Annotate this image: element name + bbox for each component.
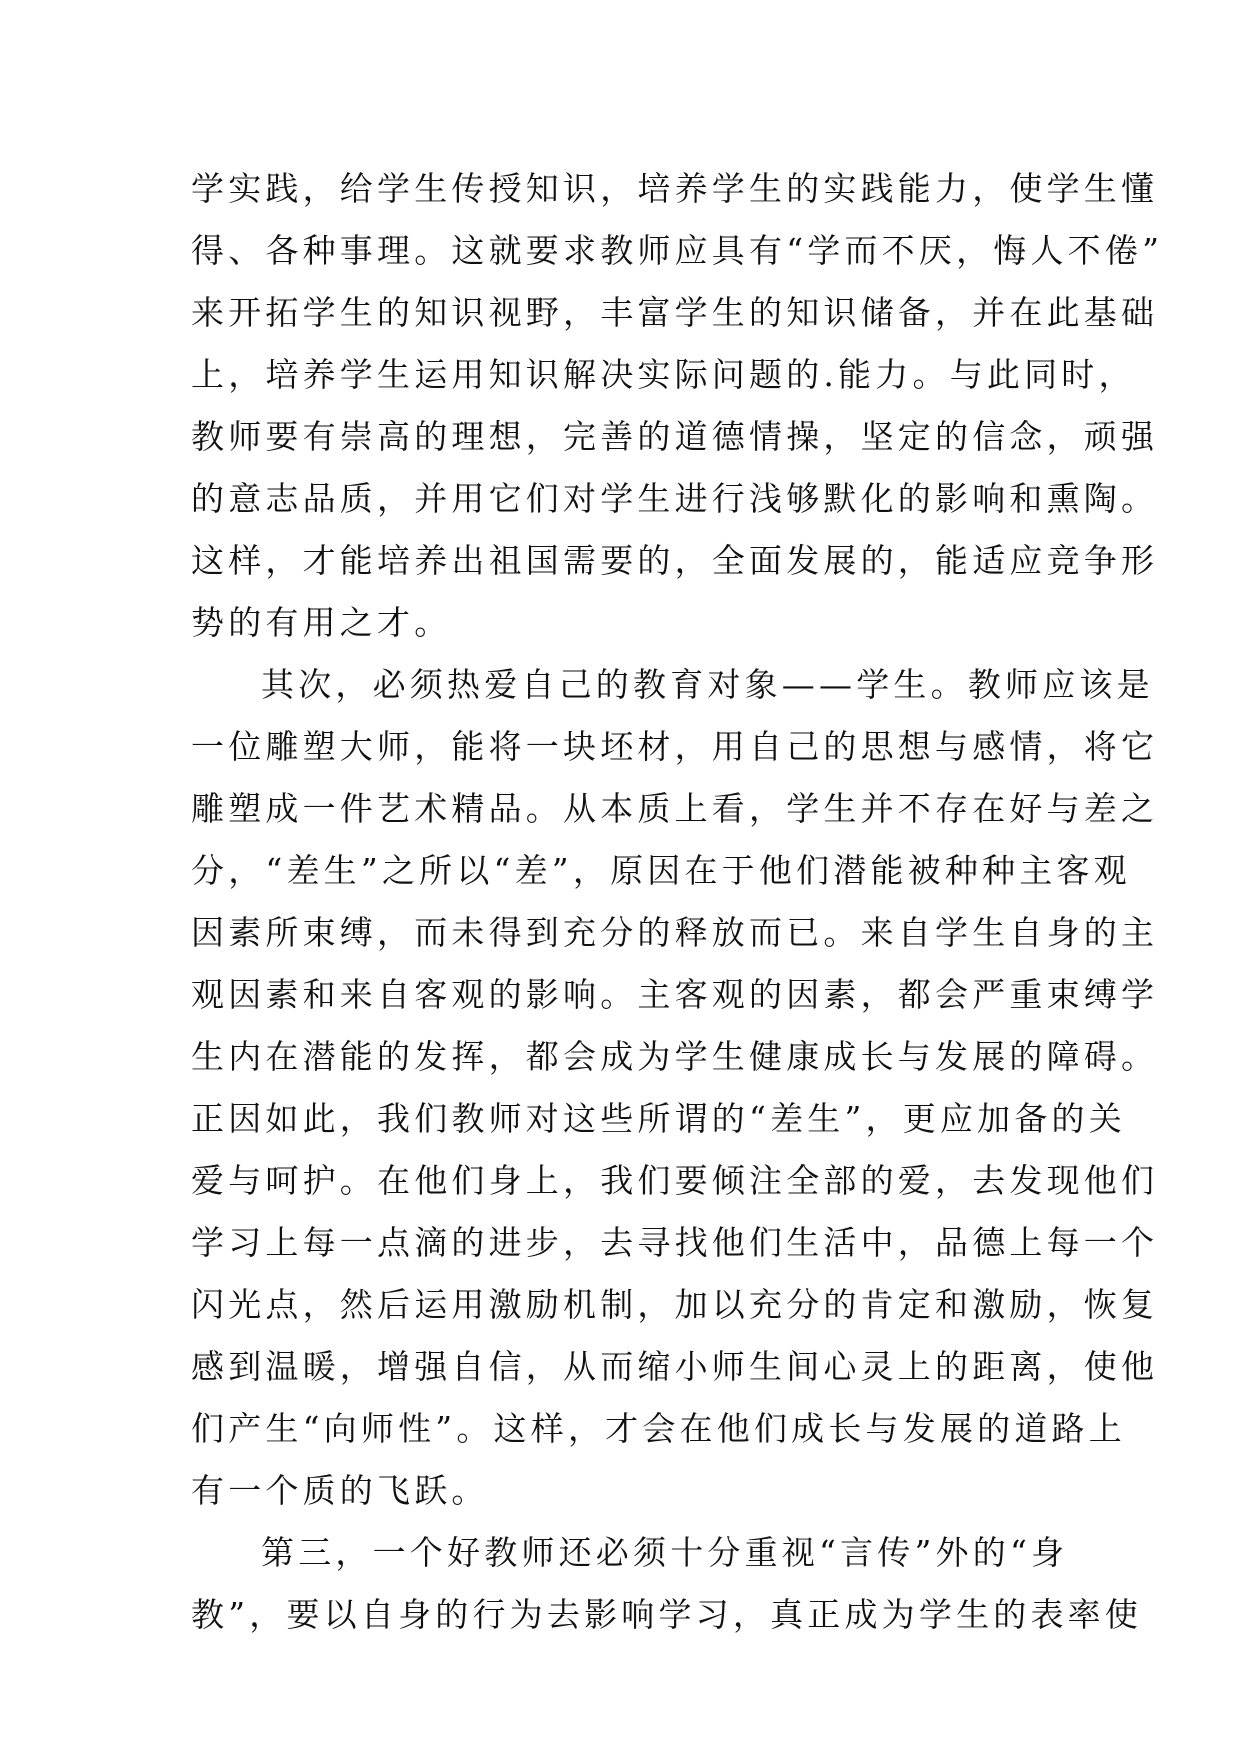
text-line-13: 因素所束缚，而未得到充分的释放而已。来自学生自身的主 bbox=[191, 913, 1159, 952]
text-line-20: 感到温暖，增强自信，从而缩小师生间心灵上的距离，使他 bbox=[191, 1347, 1159, 1386]
paragraph-start-line-23: 第三，一个好教师还必须十分重视“言传”外的“身 bbox=[261, 1533, 1069, 1572]
text-line-17: 爱与呵护。在他们身上，我们要倾注全部的爱，去发现他们 bbox=[191, 1161, 1159, 1200]
text-line-22: 有一个质的飞跃。 bbox=[191, 1471, 489, 1510]
paragraph-start-line-9: 其次，必须热爱自己的教育对象——学生。教师应该是 bbox=[261, 665, 1154, 704]
text-line-16: 正因如此，我们教师对这些所谓的“差生”，更应加备的关 bbox=[191, 1099, 1126, 1138]
text-line-5: 教师要有崇高的理想，完善的道德情操，坚定的信念，顽强 bbox=[191, 417, 1159, 456]
text-line-19: 闪光点，然后运用激励机制，加以充分的肯定和激励，恢复 bbox=[191, 1285, 1159, 1324]
text-line-14: 观因素和来自客观的影响。主客观的因素，都会严重束缚学 bbox=[191, 975, 1159, 1014]
text-line-18: 学习上每一点滴的进步，去寻找他们生活中，品德上每一个 bbox=[191, 1223, 1159, 1262]
text-line-7: 这样，才能培养出祖国需要的，全面发展的，能适应竞争形 bbox=[191, 541, 1159, 580]
text-line-12: 分，“差生”之所以“差”，原因在于他们潜能被种种主客观 bbox=[191, 851, 1131, 890]
text-line-11: 雕塑成一件艺术精品。从本质上看，学生并不存在好与差之 bbox=[191, 789, 1159, 828]
text-line-3: 来开拓学生的知识视野，丰富学生的知识储备，并在此基础 bbox=[191, 293, 1159, 332]
text-line-24: 教”，要以自身的行为去影响学习，真正成为学生的表率使 bbox=[191, 1595, 1143, 1634]
text-line-10: 一位雕塑大师，能将一块坯材，用自己的思想与感情，将它 bbox=[191, 727, 1159, 766]
text-line-2: 得、各种事理。这就要求教师应具有“学而不厌，悔人不倦” bbox=[191, 231, 1164, 270]
text-line-4: 上，培养学生运用知识解决实际问题的.能力。与此同时， bbox=[191, 355, 1136, 394]
text-line-6: 的意志品质，并用它们对学生进行浅够默化的影响和熏陶。 bbox=[191, 479, 1159, 518]
text-line-8: 势的有用之才。 bbox=[191, 603, 452, 642]
text-line-15: 生内在潜能的发挥，都会成为学生健康成长与发展的障碍。 bbox=[191, 1037, 1159, 1076]
text-line-21: 们产生“向师性”。这样，才会在他们成长与发展的道路上 bbox=[191, 1409, 1126, 1448]
document-body bbox=[191, 158, 1164, 1646]
text-line-1: 学实践，给学生传授知识，培养学生的实践能力，使学生懂 bbox=[191, 169, 1159, 208]
